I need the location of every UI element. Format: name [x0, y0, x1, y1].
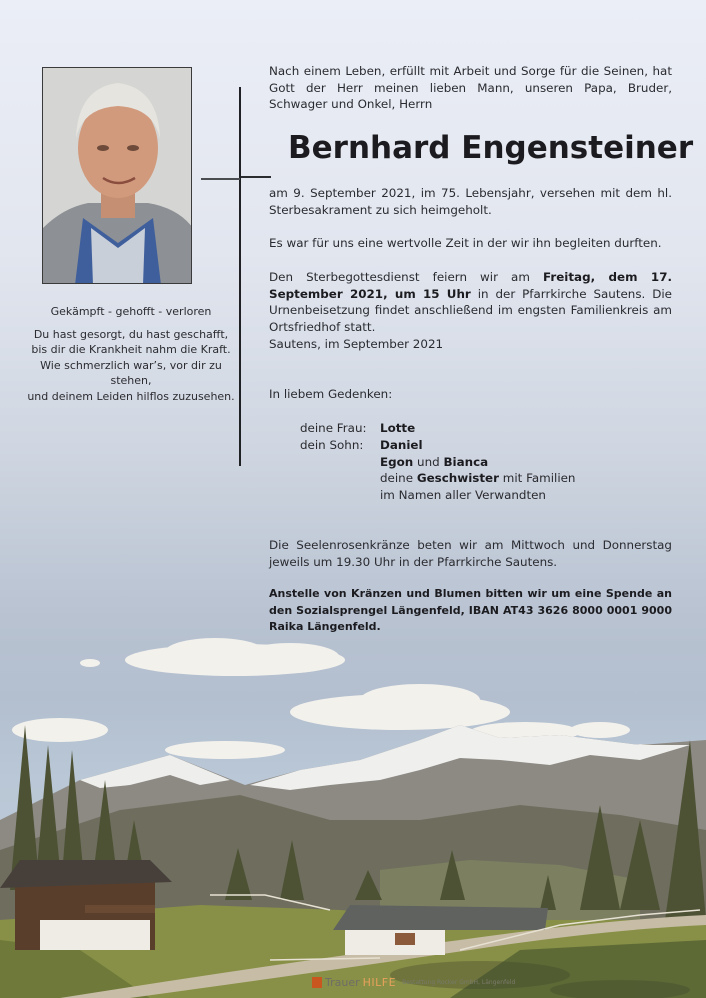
- family-name: Egon: [380, 454, 414, 469]
- logo-text-hilfe: HILFE: [362, 976, 397, 989]
- rosary-text: Die Seelenrosenkränze beten wir am Mittwoch und Donnerstag jeweils um 19.30 Uhr in der Pfarrkirche Sautens.: [269, 538, 672, 569]
- time-together-text: Es war für uns eine wertvolle Zeit in der wir ihn begleiten durften.: [269, 236, 662, 250]
- family-name: Lotte: [380, 421, 416, 435]
- donation-text: Anstelle von Kränzen und Blumen bitten wir um eine Spende an den Sozialsprengel Längenfeld, IBAN AT43 3626 8000 0001 9000 Raika Längenfeld.: [269, 587, 672, 634]
- wooden-hut: [0, 860, 172, 950]
- family-suffix: mit Familien: [498, 471, 576, 486]
- service-text-pre: Den Sterbegottesdienst feiern wir am: [269, 270, 543, 284]
- logo-text-trauer: Trauer: [325, 976, 360, 989]
- family-label: deine Frau:: [300, 421, 367, 435]
- family-connector: und: [413, 454, 444, 469]
- place-date: Sautens, im September 2021: [269, 337, 444, 351]
- deceased-name: Bernhard Engensteiner: [288, 130, 694, 166]
- family-row: [300, 470, 575, 487]
- service-text: [269, 269, 672, 335]
- poem-line: Du hast gesorgt, du hast geschafft,: [33, 327, 229, 341]
- cross-horizontal-line-right: [241, 176, 271, 178]
- intro-text: Nach einem Leben, erfüllt mit Arbeit und Sorge für die Seinen, hat Gott der Herr meinen lieben Mann, unseren Papa, Bruder, Schwager und Onkel, Herrn: [269, 64, 672, 112]
- service-text-post: in der Pfarrkirche Sautens. Die Urnenbeisetzung findet anschließend im engsten Familienkreis am Ortsfriedhof statt.: [269, 286, 672, 334]
- family-name: Daniel: [380, 437, 423, 452]
- cross-horizontal-line-left: [201, 178, 240, 180]
- family-name: Geschwister: [416, 471, 499, 486]
- family-label: dein Sohn:: [300, 437, 364, 452]
- family-closing: im Namen aller Verwandten: [380, 488, 546, 503]
- family-row-son: [300, 437, 575, 454]
- footer-logo: [312, 976, 515, 989]
- family-row: [300, 454, 575, 471]
- poem-line: bis dir die Krankheit nahm die Kraft.: [31, 343, 231, 356]
- person-portrait-image: [43, 68, 192, 284]
- service-date: Freitag, dem 17. September 2021, um 15 Uhr: [269, 270, 672, 301]
- family-name: Bianca: [443, 454, 489, 469]
- poem-line: und deinem Leiden hilflos zuzusehen.: [27, 389, 235, 403]
- candle-logo-icon: [312, 977, 322, 988]
- family-row-wife: [300, 420, 575, 437]
- funeral-company: Bestattung Rocker GmbH, Längenfeld: [402, 979, 516, 986]
- mountain-landscape-image: [0, 620, 706, 998]
- family-list: [300, 420, 575, 504]
- death-text: am 9. September 2021, im 75. Lebensjahr, versehen mit dem hl. Sterbesakrament zu sich heimgeholt.: [269, 186, 672, 217]
- portrait-photo: [42, 67, 192, 284]
- poem-line: Wie schmerzlich war’s, vor dir zu stehen,: [40, 358, 222, 387]
- family-row: [300, 487, 575, 504]
- family-prefix: deine: [380, 471, 417, 486]
- left-column-text: [20, 304, 242, 404]
- remembrance-heading: In liebem Gedenken:: [269, 387, 393, 401]
- cross-vertical-line: [239, 87, 241, 466]
- motto: Gekämpft - gehofft - verloren: [50, 305, 212, 318]
